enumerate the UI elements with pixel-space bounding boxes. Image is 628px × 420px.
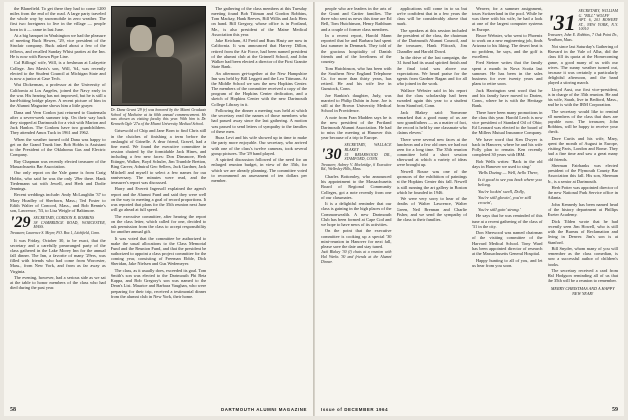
- paragraph: Dick Tilden wrote that he had recently seen Jim Howell, who is still with the Bureau of Reclamation and living in Denver. Jim's son is at Stanford.: [547, 218, 618, 245]
- paragraph: Dana and Vern Conlon just returned to Guatemala after a seven-week summer trip. On their way back they stopped at Dartmouth for a visit with Marion and Jack Hanlon. The Conlons have two grandchildren. They attended Amos Tuck in 1961 and 1962.: [10, 109, 106, 136]
- right-column-3: [472, 6, 543, 398]
- poem-line: You're still goin' strong.': [478, 206, 521, 212]
- paragraph: He says that he was reminded of this tune at a recent gathering of the class of '31 in the city.: [472, 213, 543, 229]
- secretary-address: 35 BRIARWOOD DR., STAMFORD, CONN.: [344, 152, 392, 162]
- secretary-name: SECRETARY, WALLACE BLAKEY: [344, 143, 392, 153]
- paragraph: The executive committee, after hearing the report on the class letter, which called for one, decided to ask permission from the class to accept responsibility for another annual gift.: [110, 213, 207, 235]
- photo-detail: [130, 25, 152, 51]
- class-heading-29: [10, 216, 106, 230]
- paragraph: Don Sherwood was named chairman of the visiting committee of the Harvard Medical School. Tony Ward has been appointed director of research at the Massachusetts General Hospital.: [472, 230, 543, 256]
- paragraph: On the point that the executive committee is cooking up a special '30 mini-reunion in Hanover for next fall, please save the date and stay tuned.: [321, 228, 392, 249]
- paragraph: The speakers at this session included the president of the class, the chairman of the Dartmouth Alumni Council, and the treasurer, Hank Flitcraft, Jim Chandler and Harold Dowd.: [396, 28, 467, 54]
- paragraph: people who are leaders in the arts of the Grant and Cartier families. The three who sent us news this time are Ed Bell, Tom Hutchinson, Henry Rathburn and a couple of former class members.: [321, 6, 392, 32]
- paragraph: Jack Blakey said: 'Someone remarked that a good many of us are now grandfathers — as a matter of fact, the record is held by one classmate who claims eleven.': [396, 109, 467, 136]
- photo-detail: [122, 57, 182, 103]
- paragraph: Joe Rankin's daughter, Judy, was married to Philip Dubin in June. Joe is still at the Brown University Medical School in Providence.: [321, 92, 392, 114]
- paragraph: Bruce Webster, who went to Phoenix to work on a new engineering job, finds Arizona to his liking. The desert heat is no problem, he says, and the golf is excellent.: [472, 33, 543, 59]
- paragraph: When the weather turned cold Dana was happy to get on the Grand Trunk line. Bob Hobbs is Assistant to the President of the Oklahoma Gas and Electric Company.: [10, 136, 106, 158]
- paragraph: Buzz Levi and his wife showed up in time to make the party more enjoyable. Our secretary, who arrived with one of the class's twelve cameras, took several group pictures. The '29 band played.: [211, 135, 308, 156]
- paragraph: Weaver, for a summer assignment, tours Switzerland in the pool. While he was there with his wife, he had a look at one of the largest computer systems in Europe.: [472, 6, 543, 32]
- left-column-2: [111, 6, 207, 398]
- right-column-1: [321, 6, 392, 398]
- paragraph: Ray Chapman was recently elected treasurer of the Massachusetts Bar Association.: [10, 158, 106, 169]
- magazine-title: DARTMOUTH ALUMNI MAGAZINE: [220, 407, 307, 412]
- right-column-2: [397, 6, 468, 398]
- paragraph: A note from Fran Madden says he is the new president of the Portland Dartmouth Alumni Association. He had to miss the meeting at Hanover this year because of a trip to Europe.: [321, 114, 392, 141]
- paragraph: Tom Hutchinson, who has been with the Southern New England Telephone Co. for more than thirty years, has retired. He and his wife live in Gunstock, Conn.: [321, 65, 392, 92]
- paragraph: There were several new faces at the luncheon and a few old ones we had not seen for a long time. The 35th reunion committee held a short session afterward at which a variety of ideas were brought up.: [396, 136, 467, 168]
- paragraph: Jack Harrington sent word that he and his family have moved to Darien, Conn., where he is with the Heritage Bank.: [472, 87, 543, 108]
- secretary-name: SECRETARY, WILLIAM G. "BILL" WOLFF: [578, 9, 618, 18]
- class-treasurer: Treasurer, John E. Robbins, 7 Oak Point Dr., Needham, Mass.: [547, 32, 618, 42]
- class-year: '30: [321, 145, 342, 163]
- paragraph: The secretary received a card from Hal Hodgson reminding all of us that the 35th will be a reunion to remember.: [547, 268, 618, 284]
- paragraph: Not since last Saturday's Gathering of Harvard in the Vale of Alba, did the class fill its quota at the Homecoming game, a good many of us with our wives. The sunny weather turned out, because it was certainly a particularly delightful afternoon, and the band played a stirring march.: [547, 44, 618, 86]
- right-column-4: [548, 6, 619, 398]
- paragraph: applications will come in to us but we're confident that in a few years the class will be considerably above that mark.: [396, 6, 467, 27]
- paragraph: the Blanefield. To get there they had to come 1200 miles from the end of the road. A large party traveled the whole way by snowmobile in zero weather. The first two foreigners to live in the village — people born in it — came in last June.: [10, 6, 106, 32]
- paragraph: There have been many promotions in the class this year. Harold Lerch is now vice president of Standard Oil of Ohio; Ed Leonard was elected to the board of the Millers Mutual Insurance Company.: [472, 109, 543, 136]
- paragraph: At a big banquet in Washington we had the pleasure of meeting Buck Hewes, '29, vice president of the Sinclair company. Buck asked about a few of the fellows, and recalled Sunday Whist parties at the Inn. He is now with Brown Pipe Line.: [10, 33, 106, 59]
- paragraph: Bob Wells writes: 'Back in the old days in Hanover we used to sing:': [472, 158, 543, 169]
- class-treasurer: Treasurer, Laurence S. Meyer, P.O. Box 1, Litchfield, Conn.: [10, 231, 100, 236]
- paragraph: Sherman Fairbanks was elected president of the Plymouth County Bar Association this fall. His son, Sherman Jr., is a senior at Dartmouth.: [547, 163, 618, 184]
- photo-caption: Dr. Dana Grant '29 (r) was honored by the Miami Graduate School of Medicine at its 60th annual commencement. He was chosen as visiting faculty this year. With him is Dr. Kenneth Ogle '27a of the Miami University Medical School.: [110, 108, 207, 126]
- right-page: [314, 2, 624, 416]
- class-secretary: [33, 216, 105, 230]
- left-page: [4, 2, 314, 416]
- paragraph: It was Friday, October 30, to be exact, that the secretary and a carefully prearranged party of the class gathered in the Lake Morey Inn for the annual fall dinner. The Inn, a favorite of many '29ers, was filled with friends who had come from Worcester, Mass., from New York, and from as far away as Virginia.: [10, 237, 106, 274]
- paragraph: Recent weddings include: Andy McLaughlin '37 to Mary Hoadley of Sherborn, Mass.; Ted Foster to Edith Walter of Concord, Mass., and Bob Rennie's son, Lawrence, '53, to Lisa Weigle of Baltimore.: [10, 192, 106, 213]
- secretary-name: SECRETARY, GORDON R. ROBBINS: [33, 216, 95, 221]
- paragraph: Charles Bottomley, who announced his appointment to the Massachusetts Board of Regional Community Colleges, got a note recently from one of our classmates.: [321, 174, 392, 200]
- paragraph: Harry and Everett Ingersoll explained the agent's report and the Alumni Fund and said they were well on the way to meeting a goal of record proportions. It was reported that plans for the 35th reunion next June will go ahead at full speed.: [110, 186, 207, 213]
- class-year: '29: [10, 214, 31, 232]
- secretary-address: APT. 6, 201 BOWERY ST., NEW YORK, N.Y. 10010: [578, 18, 618, 32]
- photo-detail: [156, 35, 174, 57]
- paragraph: John Kennedy has been named head of the history department at Phillips Exeter Academy.: [547, 202, 618, 218]
- photo-caption: Jack Blakey '30 (l) chats at a reunion with Hal Weeks '30 and friends at the Alumni Dinner.: [321, 250, 392, 264]
- paragraph: Wallace Webster said in his report that the class scholarship had been awarded again this year to a student from Stamford, Conn.: [396, 87, 467, 108]
- poem-line: Is it good to see you back where you belong.: [478, 176, 542, 188]
- paragraph: In the drive of the last campaign, the '31 fund had its usual spirited finish and the final total was above our expectations. We heard praise for the agents from Gardner Ragan and for all who joined in the work.: [396, 55, 467, 86]
- magazine-spread: [4, 2, 624, 416]
- page-number: 59: [612, 407, 618, 413]
- paragraph: Herb Potter was appointed director of the new National Park Service office in Atlanta.: [547, 185, 618, 201]
- honoree-photo: [111, 6, 207, 106]
- paragraph: Jake Ketcham, Al Freid and Russ Hasty are now in California. It was announced that Harvey Dillon, retired from the Air Force, had been named president of the alumni club at the Grinnell School, and John Walker had been elected a director of the First Granite State Bank.: [211, 38, 308, 70]
- paragraph: We were very sorry to hear of the deaths of Walter Lawrence, Walter Green, Neil Brennan and Charlie Fisher, and we send the sympathy of the class to their families.: [396, 196, 467, 222]
- paragraph: Fred Steiner writes that the family spent a month in Nova Scotia last summer. He has been in the sales business for over twenty years and plans to retire soon.: [472, 60, 543, 86]
- paragraph: It was voted that the committee be authorized to make the usual allocations to the Class Memorial Fund and the Reunion Fund, and that the president be authorized to appoint a class project committee for the coming year, consisting of Freeman Ebble, Dick Sheridan, Jake Nielsen and Gus Wedemeyer.: [110, 235, 207, 267]
- paragraph: Following the dinner a meeting was held at which the secretary read the names of those members who had passed away since the last gathering. A motion was passed to send letters of sympathy to the families of these men.: [211, 108, 308, 134]
- paragraph: Happy hunting to all of you, and let us hear from you soon.: [472, 257, 543, 268]
- paragraph: Grisewold of Chip and Jane Born to find Chris still in the clutches of finishing a term before the onslaught of Grinelle. A dear friend, Gravel, had a fine meal. We found the executive committee in session chaired by the formidable Jack Hines, and including a few new faces: Don Dinsmore, Herb Ettinger, Walker, Boyd Schuler, Jim Trumble Bretton, Bing Carver, Admiral Geo Sellers, Jack Gardner, Jack Mitchell and myself to select a few names for our anniversary. The minutes were read, and the treasurer's report was discussed.: [110, 128, 207, 185]
- class-heading-30: [321, 143, 392, 161]
- left-columns: [10, 6, 307, 398]
- class-secretary: [344, 143, 391, 161]
- issue-date: Issue of DECEMBER 1964: [321, 407, 389, 412]
- paragraph: Dave Curtis and his wife, Mary, spent the month of August in Europe, visiting Paris, London and Rome. They had a fine time and saw a great many old friends.: [547, 135, 618, 162]
- paragraph: Our only report on the Yale game is from Craig Hobbs, who said he was the only '29er there. Hank Tiedemann sat with Jewell, and Herb and Dodie Jennings.: [10, 170, 106, 191]
- paragraph: The evening, however, had a serious side as we sat at the table to honor members of the class who had died during the past year.: [10, 275, 106, 291]
- secretary-address: 38 CAMBRIDGE ROAD, WORCESTER, MASS.: [33, 220, 106, 230]
- right-columns: [321, 6, 618, 398]
- paragraph: We have word that Ken Dwyer is back in Hanover, where he and his wife Polly plan to remain. Ken recently completed 30 years with IBM.: [472, 136, 543, 158]
- poem-line: 'Bells Dozing — Well, hello There,: [478, 170, 539, 176]
- poem-line: You're lookin' swell, Dolly,: [478, 188, 525, 194]
- paragraph: Cal Billings' wife, Will, is a freshman at Lafayette College. Jim Mavis's son, Will, '64, was recently elected to the Student Council at Michigan State and is now a junior at Case Tech.: [10, 60, 106, 81]
- paragraph: In a recent report, Harold Mann reported that he and Barbara had spent last summer in Denmark. They told of the gracious hospitality of Danish friends and of the loveliness of the country.: [321, 33, 392, 64]
- left-column-3: [211, 6, 307, 398]
- paragraph: An afternoon get-together at the New Hampshire Inn was held by Bill Leggett and the Leo Tittmans. At the Middle School we saw the new Hopkins Center. The members of the committee received a copy of the program of the Hopkins Center dedication, and a sketch of Hopkins Center with the new Dartmouth College Library in it.: [211, 70, 308, 107]
- class-heading-31: [547, 9, 619, 35]
- holiday-greeting: MERRY CHRISTMAS AND A HAPPY NEW YEAR!: [550, 285, 615, 296]
- page-number: 58: [10, 407, 16, 413]
- class-secretary: [579, 9, 618, 32]
- paragraph: It is a delightful reminder that our class is gaining in the high places of the Commonwealth. A new Dartmouth Club has been formed at Cape Cod and we hope to have news of its activities.: [321, 201, 392, 227]
- left-column-1: [10, 6, 106, 398]
- class-treasurer: Treasurer, Aubrey V. Mockridge, 6 Executive Rd., Wellesley Hills, Mass.: [321, 162, 392, 172]
- paragraph: Lloyd Aust, our first vice-president, is in charge of the 35th reunion. He and his wife, Sarah, live in Bedford, Mass., and he is with the IBM Corporation.: [547, 86, 618, 108]
- paragraph: Bill Snyder, whom many of you will remember as the class comedian, is now a successful author of children's books.: [547, 246, 618, 267]
- paragraph: Newell Rouse was one of the sponsors of the exhibition of paintings at the Hopkins Center this fall. Newell is still running the art gallery in Boston which he founded in 1946.: [396, 169, 467, 195]
- poem-line: You're still glowin', you're still crowin',: [478, 195, 532, 206]
- right-footer: [321, 407, 618, 413]
- left-footer: [10, 407, 307, 413]
- paragraph: Wat Dickerman, a professor at the University of California at Los Angeles, joined the Navy early in the war. His hearing has not improved, but he is still a hard-hitting bridge player. A recent picture of him in the Alumni Magazine shows him a little grayer.: [10, 82, 106, 108]
- class-year: '31: [547, 9, 576, 35]
- paragraph: A spirited discussion followed of the need for an enlarged reunion budget, in view of the 35th, for which we are already planning. The committee voted to recommend an assessment of ten dollars per member.: [211, 157, 308, 183]
- paragraph: The secretary would like to remind all members of the class that dues are payable now. The treasurer, John Robbins, will be happy to receive your check.: [547, 108, 618, 135]
- paragraph: The class, as it usually does, exceeded its goal. Tom Smith's son was elected to the Dartmouth Phi Beta Kappa, and Bob Gregory's son was named to the Dean's List. Maurice and Barbara Vaughan, who were preparing for their trip, received a testimonial dinner from the alumni club in New York, their home.: [110, 268, 207, 299]
- paragraph: The gathering of the class members at this Tuesday meeting found Bob Tittman and Gordon Robbins, Tom Mackay, Hank Reeves, Bill Willis and Jack Hess on hand. Bill Gregory, whose office is in Portland, Me., is also president of the Maine Medical Association this year.: [211, 6, 308, 37]
